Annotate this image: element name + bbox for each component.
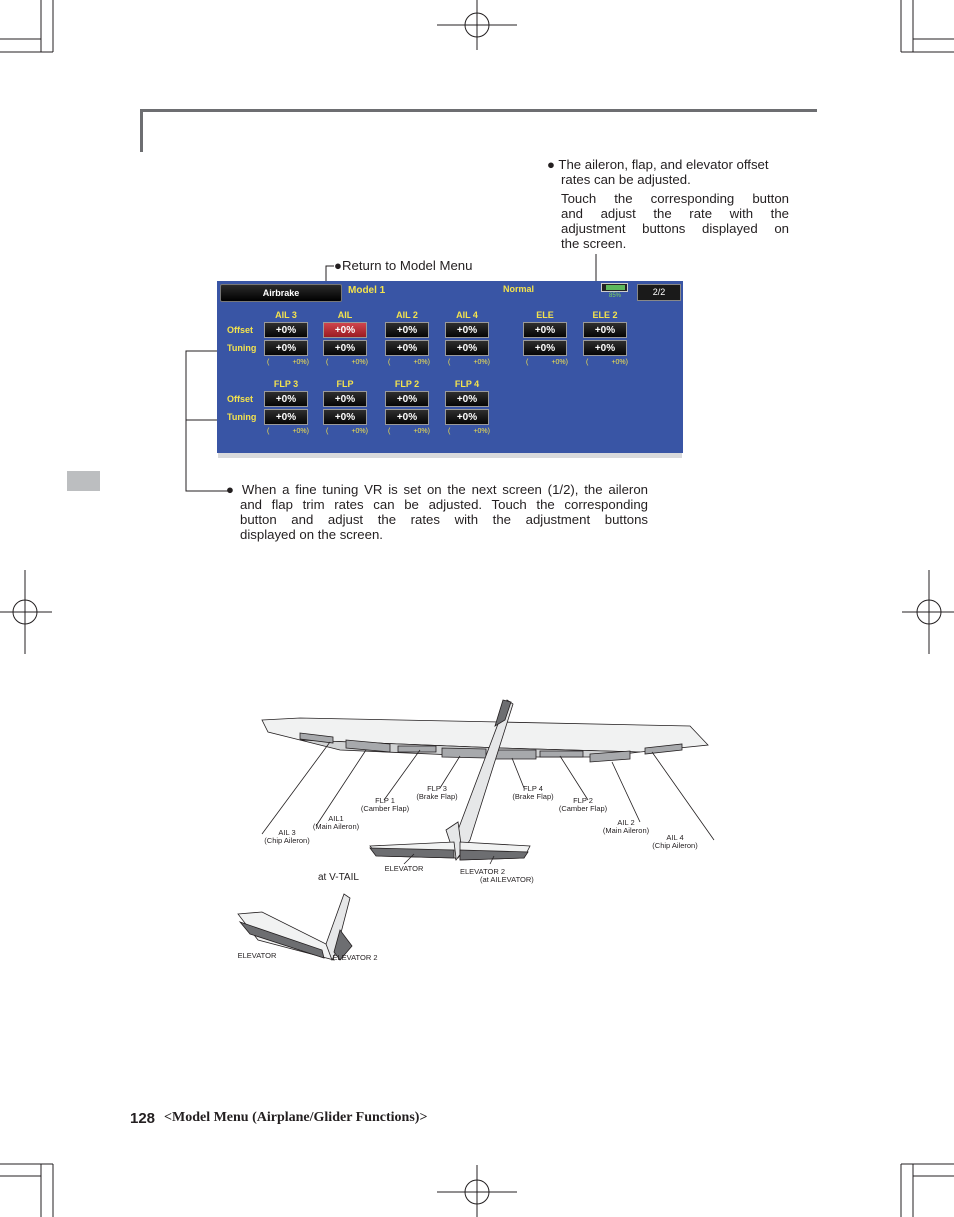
return-to-model-menu-label: ●Return to Model Menu <box>334 258 473 273</box>
bottom-header-flp: FLP <box>336 379 354 389</box>
note-offset-line1: ● The aileron, flap, and elevator offset <box>547 157 769 172</box>
flp4-sub: (Brake Flap) <box>512 792 554 801</box>
offset-button-ail[interactable]: +0% <box>323 322 367 338</box>
ail2-sub: (Main Aileron) <box>602 826 650 835</box>
label-elevator2 <box>460 868 550 884</box>
flp2-sub: (Camber Flap) <box>558 804 608 813</box>
note-tuning-line2: and flap trim rates can be adjusted. Touch the corresponding <box>240 497 648 512</box>
bottom-offset-label: Offset <box>227 394 254 404</box>
note-offset-line2: rates can be adjusted. <box>561 172 691 187</box>
tuning-button-ele[interactable]: +0% <box>523 340 567 356</box>
note-offset-para-3: adjustment buttons displayed on <box>561 221 789 236</box>
trim-open: ( <box>267 428 270 435</box>
note-tuning-line1: ● When a fine tuning VR is set on the next screen (1/2), the aileron <box>226 482 648 497</box>
ail3-sub: (Chip Aileron) <box>264 836 310 845</box>
offset-button-ele2[interactable]: +0% <box>583 322 627 338</box>
note-offset-para-2: and adjust the rate with the <box>561 206 789 221</box>
top-tuning-label: Tuning <box>227 343 257 353</box>
trim-open: ( <box>526 359 529 366</box>
trim-value: +0%) <box>473 359 490 366</box>
tuning-button-ail[interactable]: +0% <box>323 340 367 356</box>
tuning-button-flp3[interactable]: +0% <box>264 409 308 425</box>
top-header-ele2: ELE 2 <box>592 310 618 320</box>
bottom-header-flp4: FLP 4 <box>454 379 480 389</box>
note-tuning-line3: button and adjust the rates with the adjustment buttons <box>240 512 648 527</box>
trim-value: +0%) <box>292 359 309 366</box>
label-vt-elevator2: ELEVATOR 2 <box>332 953 378 962</box>
label-ail2 <box>594 819 658 835</box>
offset-button-ail4[interactable]: +0% <box>445 322 489 338</box>
condition-name: Normal <box>503 284 535 294</box>
model-name: Model 1 <box>348 285 386 296</box>
footer-title: <Model Menu (Airplane/Glider Functions)> <box>164 1110 428 1125</box>
ail1-name: AIL1 <box>328 814 344 823</box>
offset-button-ail3[interactable]: +0% <box>264 322 308 338</box>
trim-open: ( <box>267 359 270 366</box>
flp3-name: FLP 3 <box>427 784 447 793</box>
trim-open: ( <box>448 359 451 366</box>
label-elevator: ELEVATOR <box>384 864 424 873</box>
trim-value: +0%) <box>611 359 628 366</box>
trim-value: +0%) <box>473 428 490 435</box>
offset-button-flp[interactable]: +0% <box>323 391 367 407</box>
elevator2-name: ELEVATOR 2 <box>460 867 506 876</box>
ail1-sub: (Main Aileron) <box>312 822 360 831</box>
tuning-button-ail3[interactable]: +0% <box>264 340 308 356</box>
trim-open: ( <box>586 359 589 366</box>
airbrake-tab[interactable]: Airbrake <box>220 284 342 302</box>
flp3-sub: (Brake Flap) <box>416 792 458 801</box>
ail3-name: AIL 3 <box>278 828 296 837</box>
offset-button-ail2[interactable]: +0% <box>385 322 429 338</box>
trim-value: +0%) <box>351 359 368 366</box>
flp2-name: FLP 2 <box>573 796 593 805</box>
note-offset-para-4: the screen. <box>561 236 627 251</box>
elevator2-sub: (at AILEVATOR) <box>480 875 534 884</box>
top-header-ail4: AIL 4 <box>456 310 478 320</box>
trim-value: +0%) <box>292 428 309 435</box>
trim-value: +0%) <box>413 359 430 366</box>
tuning-button-ele2[interactable]: +0% <box>583 340 627 356</box>
trim-open: ( <box>326 359 329 366</box>
trim-open: ( <box>388 359 391 366</box>
top-offset-label: Offset <box>227 325 254 335</box>
offset-button-flp2[interactable]: +0% <box>385 391 429 407</box>
trim-open: ( <box>448 428 451 435</box>
flp4-name: FLP 4 <box>523 784 543 793</box>
top-header-ail3: AIL 3 <box>275 310 297 320</box>
bottom-tuning-label: Tuning <box>227 412 257 422</box>
flp1-name: FLP 1 <box>375 796 395 805</box>
top-header-ail2: AIL 2 <box>396 310 418 320</box>
page-number: 128 <box>130 1110 156 1127</box>
ail4-name: AIL 4 <box>666 833 684 842</box>
trim-value: +0%) <box>351 428 368 435</box>
top-header-ail: AIL <box>337 310 353 320</box>
label-vtail: at V-TAIL <box>318 872 359 883</box>
offset-button-flp3[interactable]: +0% <box>264 391 308 407</box>
tuning-button-flp2[interactable]: +0% <box>385 409 429 425</box>
trim-value: +0%) <box>413 428 430 435</box>
tuning-button-ail2[interactable]: +0% <box>385 340 429 356</box>
trim-open: ( <box>326 428 329 435</box>
label-ail4 <box>642 834 708 850</box>
note-tuning-line4: displayed on the screen. <box>240 527 383 542</box>
battery-level: 85% <box>609 293 622 299</box>
ail2-name: AIL 2 <box>617 818 635 827</box>
top-header-ele: ELE <box>536 310 554 320</box>
bottom-header-flp2: FLP 2 <box>394 379 420 389</box>
flp1-sub: (Camber Flap) <box>360 804 410 813</box>
page-button[interactable]: 2/2 <box>637 284 681 301</box>
offset-button-ele[interactable]: +0% <box>523 322 567 338</box>
tuning-button-ail4[interactable]: +0% <box>445 340 489 356</box>
tuning-button-flp[interactable]: +0% <box>323 409 367 425</box>
trim-open: ( <box>388 428 391 435</box>
label-flp2 <box>550 797 616 813</box>
label-vt-elevator: ELEVATOR <box>237 951 277 960</box>
trim-value: +0%) <box>551 359 568 366</box>
note-offset-para-1: Touch the corresponding button <box>561 191 789 206</box>
label-ail3 <box>254 829 320 845</box>
label-ail1 <box>304 815 368 831</box>
label-flp3 <box>406 785 468 801</box>
bottom-header-flp3: FLP 3 <box>273 379 299 389</box>
offset-button-flp4[interactable]: +0% <box>445 391 489 407</box>
tuning-button-flp4[interactable]: +0% <box>445 409 489 425</box>
ail4-sub: (Chip Aileron) <box>652 841 698 850</box>
